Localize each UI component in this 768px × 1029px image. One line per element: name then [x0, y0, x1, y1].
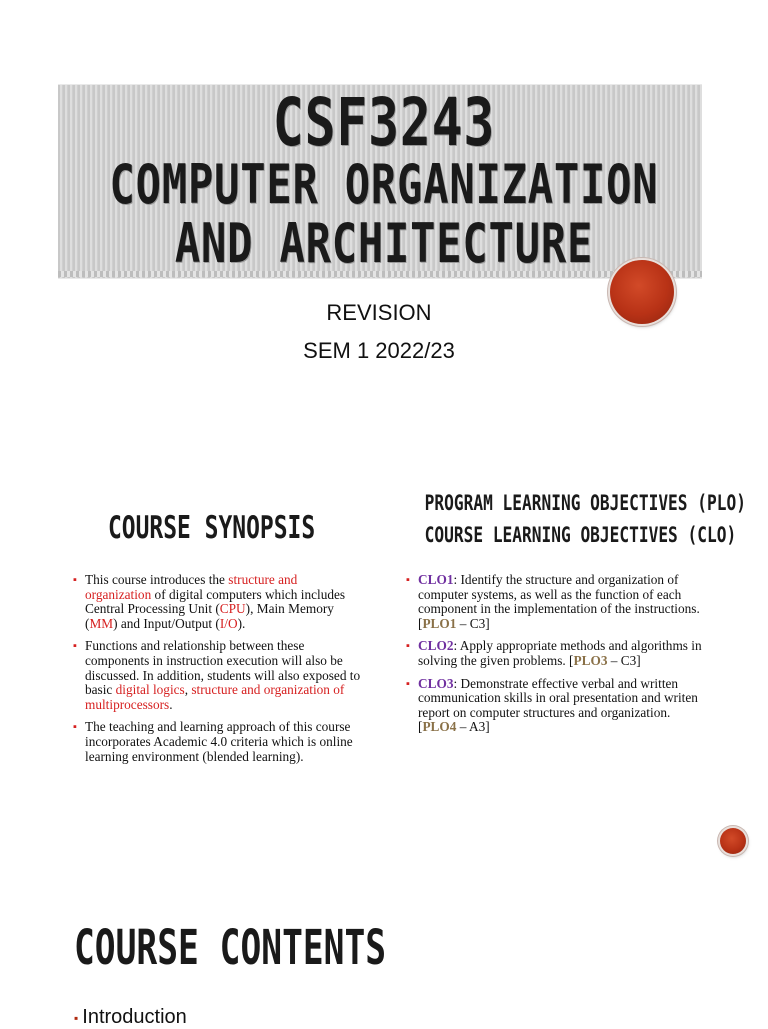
- bullet-icon: ▪: [74, 1010, 79, 1025]
- plo-heading: PROGRAM LEARNING OBJECTIVES (PLO): [424, 491, 746, 515]
- list-item: ▪ This course introduces the structure and organization of digital computers which includes Central Processing Unit (CPU), Main Memory (MM) and Input/Output (I/O).: [73, 572, 346, 631]
- synopsis-heading: COURSE SYNOPSIS: [108, 510, 316, 546]
- decorative-orb-icon: [720, 828, 746, 854]
- list-item: ▪ CLO3: Demonstrate effective verbal and written communication skills in oral presentation and writen report on computer structures and organization. [PLO4 – A3]: [406, 675, 698, 735]
- synopsis-list: [72, 573, 364, 772]
- course-code: CSF3243: [272, 84, 496, 161]
- list-item: ▪ The teaching and learning approach of this course incorporates Academic 4.0 criteria which is online learning environment (blended learning).: [73, 719, 353, 764]
- clo-heading: COURSE LEARNING OBJECTIVES (CLO): [424, 523, 737, 547]
- subtitle-revision: REVISION: [326, 300, 432, 325]
- subtitle-semester: SEM 1 2022/23: [303, 338, 455, 363]
- bullet-icon: ▪: [406, 677, 410, 690]
- bullet-icon: ▪: [406, 574, 410, 586]
- list-item-label: Introduction: [82, 1006, 187, 1028]
- course-title-line1: COMPUTER ORGANIZATION: [109, 153, 659, 216]
- clo-list: [405, 573, 705, 743]
- bullet-icon: ▪: [73, 574, 77, 586]
- list-item: [74, 1006, 187, 1029]
- course-title-line2: AND ARCHITECTURE: [174, 212, 594, 275]
- list-item: ▪ CLO2: Apply appropriate methods and algorithms in solving the given problems. [PLO3 – C3]: [406, 638, 702, 668]
- contents-heading: COURSE CONTENTS: [74, 920, 387, 976]
- bullet-icon: ▪: [406, 640, 410, 653]
- bullet-icon: ▪: [73, 640, 77, 653]
- list-item: ▪ CLO1: Identify the structure and organization of computer systems, as well as the function of each component in the implementation of the instructions. [PLO1 – C3]: [406, 572, 700, 631]
- list-item: ▪ Functions and relationship between these components in instruction execution will also be discussed. In addition, students will also exposed to basic digital logics, structure and organization of multiprocessors.: [73, 638, 361, 712]
- title-slide: [0, 0, 768, 420]
- bullet-icon: ▪: [73, 721, 77, 734]
